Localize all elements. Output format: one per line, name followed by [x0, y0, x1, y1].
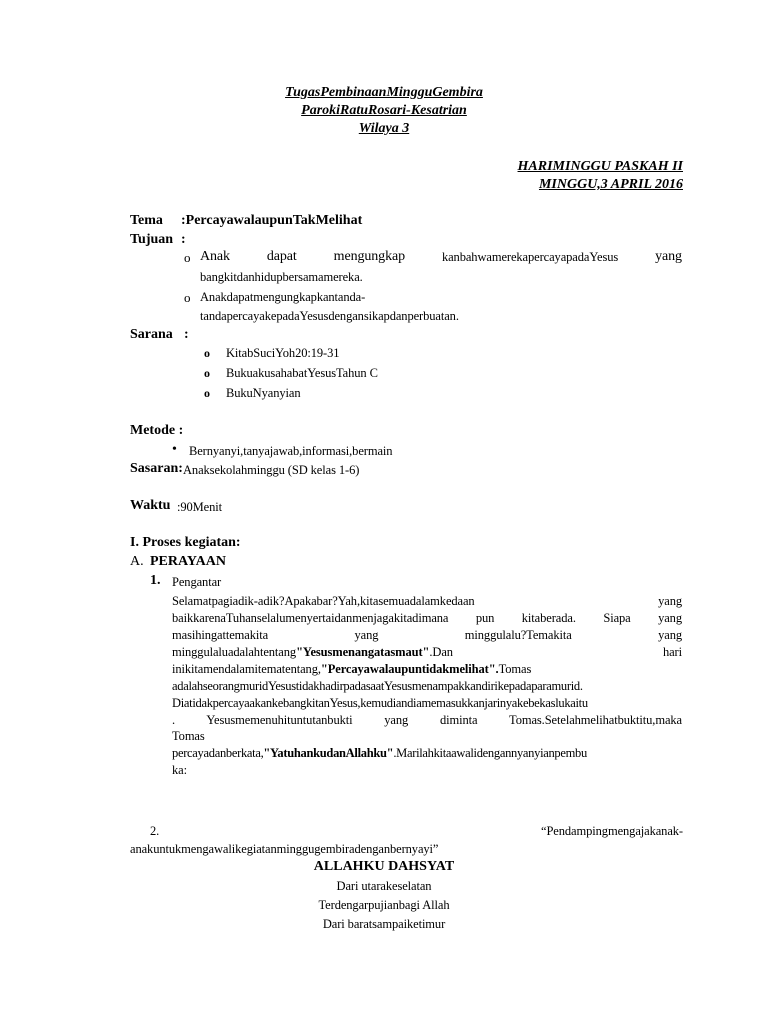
bullet-o-icon: o [204, 346, 210, 360]
song-line: Dari utarakeselatan [336, 879, 432, 893]
para-line: baikkarenaTuhanselalumenyertaidanmenjagakitadimana pun kitaberada. Siapa yang [172, 611, 682, 625]
para-text: yang [354, 628, 379, 642]
para-line: DiatidakpercayaakankebangkitanYesus,kemudiandiamemasukkanjarinyakebekaslukaitu [172, 696, 588, 710]
para-line: inikitamendalamitematentang,"Percayawalaupuntidakmelihat".Tomas [172, 662, 532, 676]
sarana-label: Sarana [130, 327, 173, 342]
section-a-title: PERAYAAN [150, 554, 226, 569]
word: mengungkap [333, 249, 405, 264]
bullet-o-icon: o [204, 386, 210, 400]
para-line [172, 643, 682, 661]
step1-number: 1. [150, 573, 161, 588]
para-line: adalahseorangmuridYesustidakhadirpadasaatYesusmenampakkandirikepadaparamurid. [172, 679, 583, 693]
sasaran-value: Anaksekolahminggu (SD kelas 1-6) [183, 463, 360, 477]
para-line: ka: [172, 763, 187, 777]
word: kanbahwamerekapercayapadaYesus [441, 250, 619, 264]
bullet-circle-icon: o [184, 290, 191, 305]
sarana-item-3: BukuNyanyian [226, 386, 301, 400]
sasaran-label: Sasaran: [130, 461, 183, 476]
sarana-item-2: BukuakusahabatYesusTahun C [226, 366, 378, 380]
metode-label: Metode : [130, 423, 184, 438]
para-line: . Yesusmemenuhituntutanbukti yang diminta Tomas.Setelahmelihatbuktitu,maka [172, 713, 682, 727]
section-heading: I. Proses kegiatan: [130, 535, 241, 550]
tujuan-item-1-line1 [200, 248, 682, 266]
para-line [172, 592, 682, 610]
date-line1: HARIMINGGU PASKAH II [517, 159, 683, 174]
waktu-label: Waktu [130, 498, 171, 513]
tema-value: :PercayawalaupunTakMelihat [181, 213, 363, 228]
song-line: Dari baratsampaiketimur [322, 917, 446, 931]
tujuan-colon: : [181, 232, 186, 247]
bullet-o-icon: o [204, 366, 210, 380]
para-text: minggulaluadalahtentang"Yesusmenangatasmaut".Dan [172, 645, 453, 659]
tema-label: Tema [130, 213, 163, 228]
bullet-circle-icon: o [184, 250, 191, 265]
metode-item-1: Bernyanyi,tanyajawab,informasi,bermain [189, 444, 393, 458]
para-text: Selamatpagiadik-adik?Apakabar?Yah,kitasemuadalamkedaan [172, 594, 475, 608]
song-title: ALLAHKU DAHSYAT [313, 859, 455, 874]
para-text: yang [658, 628, 682, 642]
doc-title-line2: ParokiRatuRosari-Kesatrian [301, 103, 467, 118]
doc-title-line1: TugasPembinaanMingguGembira [285, 85, 483, 100]
step2-text-b: anakuntukmengawalikegiatanminggugembiradenganbernyayi” [130, 842, 439, 856]
para-text: minggulalu?Temakita [464, 628, 572, 642]
tujuan-label: Tujuan [130, 232, 174, 247]
para-line: percayadanberkata,"YatuhankudanAllahku".Marilahkitaawalidengannyanyianpembu [172, 746, 587, 760]
date-line2: MINGGU,3 APRIL 2016 [538, 177, 683, 192]
word: Anak [200, 249, 230, 264]
sarana-colon: : [184, 327, 189, 342]
step1-title: Pengantar [172, 575, 222, 589]
sarana-item-1: KitabSuciYoh20:19-31 [226, 346, 340, 360]
step2-text-a: “Pendampingmengajakanak- [541, 824, 683, 838]
para-line: Tomas [172, 729, 205, 743]
word: yang [655, 249, 682, 264]
section-a-letter: A. [130, 554, 144, 569]
tujuan-item-2-line2: tandapercayakepadaYesusdengansikapdanperbuatan. [200, 309, 459, 323]
word: dapat [266, 249, 297, 264]
para-text: masihingattemakita [172, 628, 269, 642]
para-line [172, 626, 682, 644]
song-line: Terdengarpujianbagi Allah [318, 898, 450, 912]
tujuan-item-2-line1: Anakdapatmengungkapkantanda- [200, 290, 366, 304]
step2-number: 2. [150, 824, 160, 838]
doc-title-line3: Wilaya 3 [358, 121, 410, 136]
para-text: hari [662, 645, 682, 659]
waktu-value: :90Menit [177, 500, 223, 514]
tujuan-item-1-line2: bangkitdanhidupbersamamereka. [200, 270, 363, 284]
para-text: yang [658, 594, 682, 608]
bullet-dot-icon: • [172, 442, 177, 457]
